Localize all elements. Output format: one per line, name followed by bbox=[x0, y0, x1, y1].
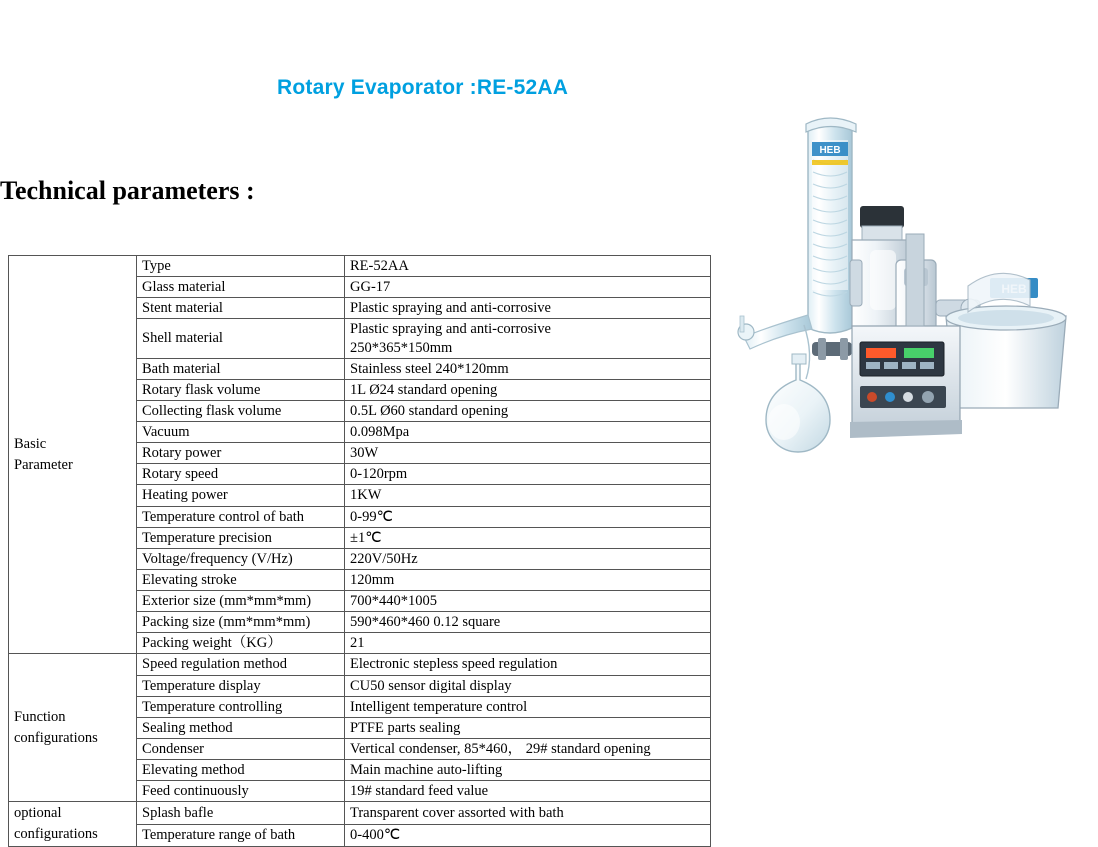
parameter-value-cell: ±1℃ bbox=[345, 527, 711, 548]
parameter-name-cell: Temperature controlling bbox=[137, 696, 345, 717]
row-group-label: optional configurations bbox=[9, 802, 137, 847]
parameter-value-cell: 700*440*1005 bbox=[345, 591, 711, 612]
parameter-value-cell: 19# standard feed value bbox=[345, 781, 711, 802]
parameter-value-cell: 1KW bbox=[345, 485, 711, 506]
parameter-value-cell: GG-17 bbox=[345, 277, 711, 298]
technical-parameters-table bbox=[8, 255, 711, 847]
control-panel-graphic bbox=[850, 326, 962, 438]
svg-text:HEB: HEB bbox=[819, 145, 841, 156]
parameter-value-cell: 0-120rpm bbox=[345, 464, 711, 485]
parameter-name-cell: Rotary flask volume bbox=[137, 379, 345, 400]
section-heading: Technical parameters : bbox=[0, 176, 255, 205]
parameter-name-cell: Temperature range of bath bbox=[137, 824, 345, 847]
parameter-value-cell: 21 bbox=[345, 633, 711, 654]
parameter-name-cell: Rotary power bbox=[137, 443, 345, 464]
parameter-name-cell: Heating power bbox=[137, 485, 345, 506]
parameter-value-cell: 0-99℃ bbox=[345, 506, 711, 527]
parameter-value-cell: CU50 sensor digital display bbox=[345, 675, 711, 696]
row-group-label: Basic Parameter bbox=[9, 256, 137, 654]
parameter-name-cell: Stent material bbox=[137, 298, 345, 319]
parameter-value-cell: Plastic spraying and anti-corrosive 250*365*150mm bbox=[345, 319, 711, 358]
parameter-name-cell: Glass material bbox=[137, 277, 345, 298]
joint-clamp-graphic bbox=[812, 338, 852, 360]
parameter-name-cell: Rotary speed bbox=[137, 464, 345, 485]
parameter-name-cell: Type bbox=[137, 256, 345, 277]
condenser-graphic bbox=[806, 118, 856, 333]
parameter-name-cell: Shell material bbox=[137, 319, 345, 358]
parameter-name-cell: Temperature display bbox=[137, 675, 345, 696]
parameter-name-cell: Packing size (mm*mm*mm) bbox=[137, 612, 345, 633]
parameter-value-cell: 120mm bbox=[345, 569, 711, 590]
parameter-name-cell: Elevating method bbox=[137, 760, 345, 781]
parameter-value-cell: 0-400℃ bbox=[345, 824, 711, 847]
parameter-name-cell: Bath material bbox=[137, 358, 345, 379]
parameter-name-cell: Collecting flask volume bbox=[137, 400, 345, 421]
glass-arm-graphic bbox=[738, 315, 812, 379]
parameter-value-cell: RE-52AA bbox=[345, 256, 711, 277]
parameter-value-cell: 1L Ø24 standard opening bbox=[345, 379, 711, 400]
parameter-value-cell: Plastic spraying and anti-corrosive bbox=[345, 298, 711, 319]
parameter-name-cell: Voltage/frequency (V/Hz) bbox=[137, 548, 345, 569]
parameter-name-cell: Splash bafle bbox=[137, 802, 345, 825]
parameter-value-cell: Electronic stepless speed regulation bbox=[345, 654, 711, 675]
parameter-name-cell: Temperature precision bbox=[137, 527, 345, 548]
table-row bbox=[9, 256, 711, 277]
parameter-name-cell: Feed continuously bbox=[137, 781, 345, 802]
page-title: Rotary Evaporator :RE-52AA bbox=[277, 76, 569, 99]
parameter-value-cell: 0.098Mpa bbox=[345, 422, 711, 443]
parameter-value-cell: 220V/50Hz bbox=[345, 548, 711, 569]
stand-column-graphic bbox=[906, 234, 924, 326]
heating-bath-graphic bbox=[946, 273, 1066, 408]
table-row bbox=[9, 802, 711, 825]
parameter-name-cell: Exterior size (mm*mm*mm) bbox=[137, 591, 345, 612]
parameter-value-cell: Transparent cover assorted with bath bbox=[345, 802, 711, 825]
parameter-value-cell: Main machine auto-lifting bbox=[345, 760, 711, 781]
parameter-name-cell: Condenser bbox=[137, 738, 345, 759]
product-image bbox=[700, 110, 1090, 530]
parameter-value-cell: Vertical condenser, 85*460， 29# standard opening bbox=[345, 738, 711, 759]
parameter-value-cell: Intelligent temperature control bbox=[345, 696, 711, 717]
parameter-name-cell: Sealing method bbox=[137, 717, 345, 738]
parameter-name-cell: Elevating stroke bbox=[137, 569, 345, 590]
parameter-name-cell: Vacuum bbox=[137, 422, 345, 443]
collecting-flask-graphic bbox=[766, 354, 830, 452]
parameter-value-cell: PTFE parts sealing bbox=[345, 717, 711, 738]
parameter-name-cell: Speed regulation method bbox=[137, 654, 345, 675]
parameter-value-cell: 0.5L Ø60 standard opening bbox=[345, 400, 711, 421]
parameter-value-cell: Stainless steel 240*120mm bbox=[345, 358, 711, 379]
row-group-label: Function configurations bbox=[9, 654, 137, 802]
parameter-value-cell: 590*460*460 0.12 square bbox=[345, 612, 711, 633]
parameter-value-cell: 30W bbox=[345, 443, 711, 464]
parameter-name-cell: Temperature control of bath bbox=[137, 506, 345, 527]
table-row bbox=[9, 654, 711, 675]
parameter-name-cell: Packing weight（KG） bbox=[137, 633, 345, 654]
